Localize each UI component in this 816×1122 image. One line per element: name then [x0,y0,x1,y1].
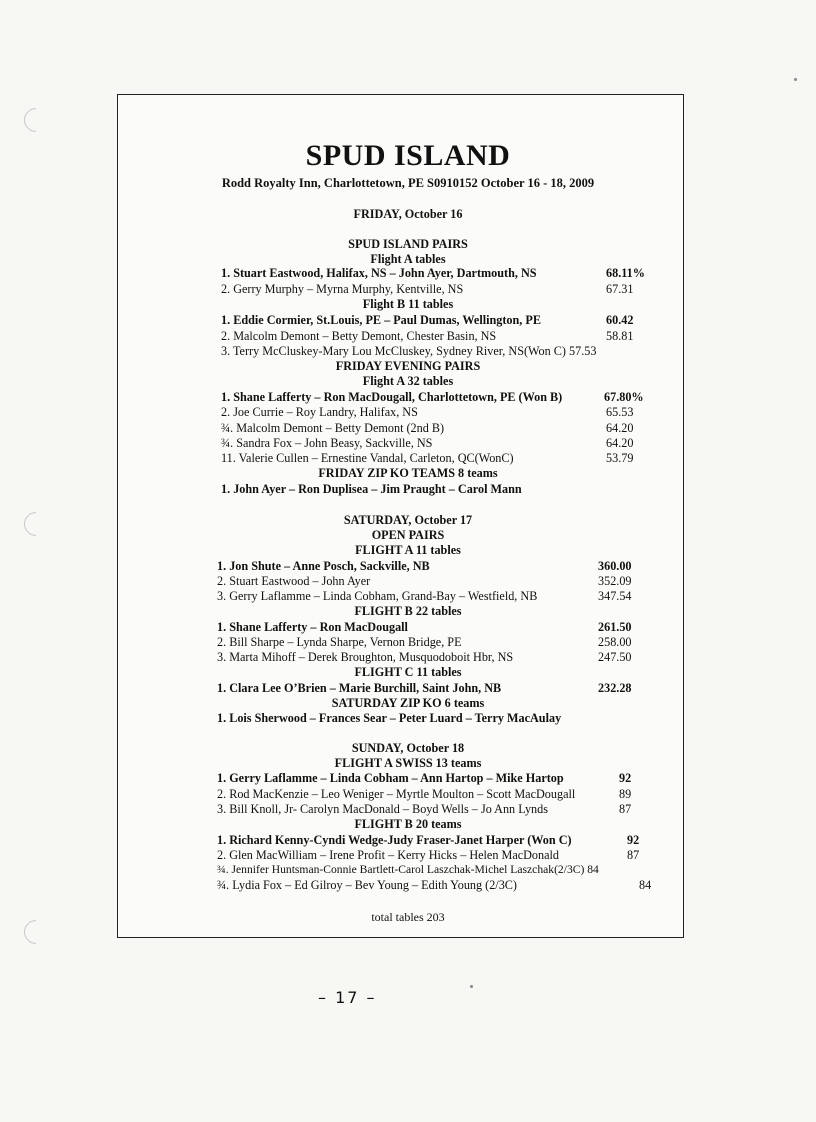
result-row: ¾. Sandra Fox – John Beasy, Sackville, NS [221,436,433,450]
page-title: SPUD ISLAND [305,139,511,172]
saturday-flight-c-heading: FLIGHT C 11 tables [354,665,462,679]
saturday-flight-b-heading: FLIGHT B 22 tables [354,604,462,618]
page-number: – 17 – [318,988,377,1007]
result-score: 68.11% [606,266,645,280]
sunday-flight-b-heading: FLIGHT B 20 teams [354,817,462,831]
result-row: 3. Gerry Laflamme – Linda Cobham, Grand-Bay – Westfield, NB [217,589,538,603]
result-row: 1. Jon Shute – Anne Posch, Sackville, NB [217,559,430,573]
saturday-heading: SATURDAY, October 17 [343,513,473,527]
punch-hole-top [19,103,53,137]
result-score: 64.20 [606,421,634,435]
saturday-zip-ko-heading: SATURDAY ZIP KO 6 teams [331,696,485,710]
result-row: ¾. Malcolm Demont – Betty Demont (2nd B) [221,421,445,435]
result-row: 3. Marta Mihoff – Derek Broughton, Musquodoboit Hbr, NS [217,650,514,664]
sunday-flight-a-heading: FLIGHT A SWISS 13 teams [334,756,482,770]
result-score: 92 [619,771,632,785]
friday-flight-a-heading: Flight A tables [370,252,446,266]
result-score: 232.28 [598,681,632,695]
result-row: 1. John Ayer – Ron Duplisea – Jim Praught – Carol Mann [221,482,522,496]
result-row: 2. Stuart Eastwood – John Ayer [217,574,371,588]
result-row: 2. Glen MacWilliam – Irene Profit – Kerry Hicks – Helen MacDonald [217,848,560,862]
friday-heading: FRIDAY, October 16 [353,207,463,221]
result-row: 1. Eddie Cormier, St.Louis, PE – Paul Dumas, Wellington, PE [221,313,541,327]
result-score: 64.20 [606,436,634,450]
result-row: ¾. Jennifer Huntsman-Connie Bartlett-Carol Laszchak-Michel Laszchak(2/3C) 84 [217,863,599,876]
result-score: 60.42 [606,313,634,327]
result-score: 87 [627,848,640,862]
result-row: 1. Stuart Eastwood, Halifax, NS – John Ayer, Dartmouth, NS [221,266,537,280]
result-score: 53.79 [606,451,634,465]
result-score: 58.81 [606,329,634,343]
saturday-flight-a-heading: FLIGHT A 11 tables [355,543,461,557]
result-score: 360.00 [598,559,632,573]
total-tables: total tables 203 [371,910,445,924]
result-row: ¾. Lydia Fox – Ed Gilroy – Bev Young – Edith Young (2/3C) [217,878,517,892]
friday-flight-b-heading: Flight B 11 tables [362,297,454,311]
result-row: 1. Richard Kenny-Cyndi Wedge-Judy Fraser-Janet Harper (Won C) [217,833,572,847]
friday-zip-ko-heading: FRIDAY ZIP KO TEAMS 8 teams [318,466,498,480]
result-score: 258.00 [598,635,632,649]
speck [794,78,797,81]
result-score: 67.31 [606,282,634,296]
result-row: 3. Bill Knoll, Jr- Carolyn MacDonald – Boyd Wells – Jo Ann Lynds [217,802,548,816]
result-score: 92 [627,833,640,847]
result-row: 1. Clara Lee O’Brien – Marie Burchill, Saint John, NB [217,681,502,695]
result-row: 2. Joe Currie – Roy Landry, Halifax, NS [221,405,418,419]
result-score: 247.50 [598,650,632,664]
friday-evening-flight-heading: Flight A 32 tables [362,374,454,388]
result-score: 89 [619,787,632,801]
friday-evening-pairs-heading: FRIDAY EVENING PAIRS [335,359,481,373]
open-pairs-heading: OPEN PAIRS [371,528,445,542]
result-score: 87 [619,802,632,816]
result-row: 2. Malcolm Demont – Betty Demont, Chester Basin, NS [221,329,497,343]
result-row: 2. Rod MacKenzie – Leo Weniger – Myrtle Moulton – Scott MacDougall [217,787,576,801]
spud-island-pairs-heading: SPUD ISLAND PAIRS [348,237,468,251]
result-score: 347.54 [598,589,632,603]
result-row: 1. Shane Lafferty – Ron MacDougall, Charlottetown, PE (Won B) [221,390,563,404]
result-row: 11. Valerie Cullen – Ernestine Vandal, Carleton, QC(WonC) [221,451,514,465]
result-score: 67.80% [604,390,644,404]
result-row: 1. Shane Lafferty – Ron MacDougall [217,620,408,634]
result-row: 1. Lois Sherwood – Frances Sear – Peter Luard – Terry MacAulay [217,711,562,725]
result-row: 1. Gerry Laflamme – Linda Cobham – Ann Hartop – Mike Hartop [217,771,564,785]
result-score: 352.09 [598,574,632,588]
result-score: 65.53 [606,405,634,419]
event-subtitle: Rodd Royalty Inn, Charlottetown, PE S0910152 October 16 - 18, 2009 [221,176,595,190]
result-score: 261.50 [598,620,632,634]
result-score: 84 [639,878,652,892]
sunday-heading: SUNDAY, October 18 [351,741,465,755]
result-row: 2. Bill Sharpe – Lynda Sharpe, Vernon Bridge, PE [217,635,462,649]
result-row: 3. Terry McCluskey-Mary Lou McCluskey, Sydney River, NS(Won C) 57.53 [221,344,597,358]
result-row: 2. Gerry Murphy – Myrna Murphy, Kentville, NS [221,282,464,296]
speck [470,985,473,988]
